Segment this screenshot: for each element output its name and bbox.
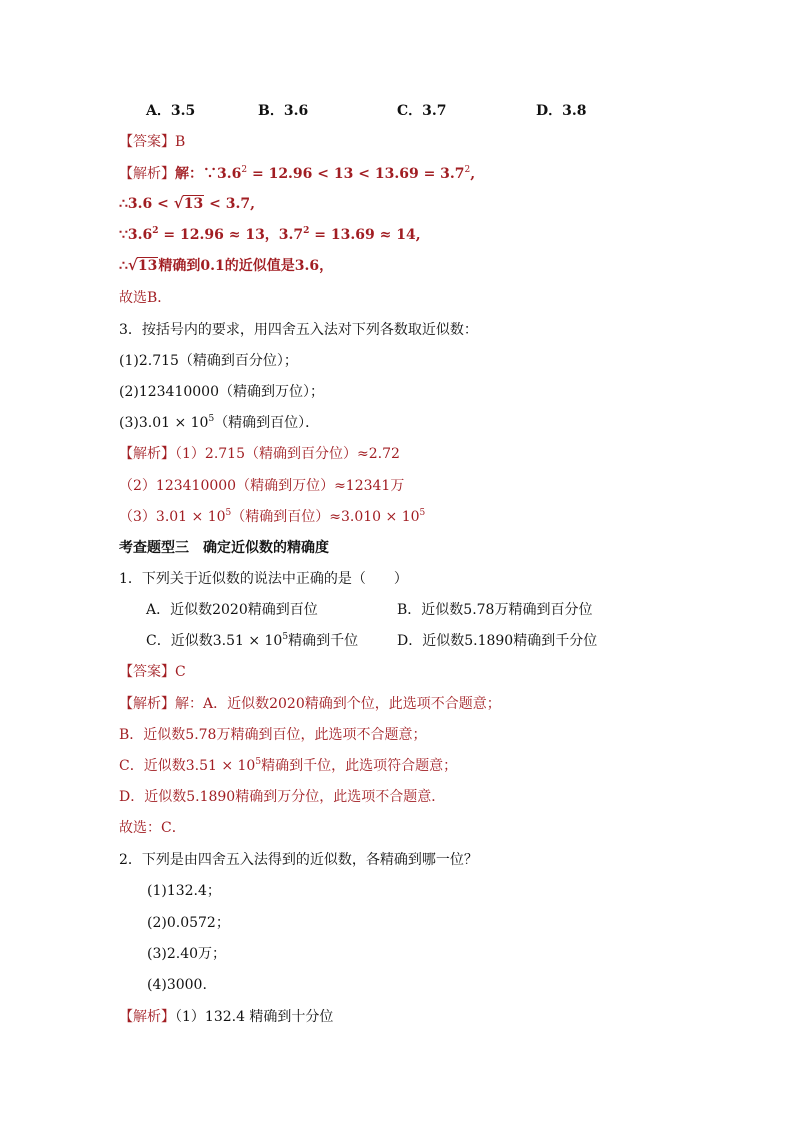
s3q1-option-c — [146, 631, 358, 651]
part-text: （精确到百位）． — [214, 415, 320, 431]
s3q1-option-d: D．近似数5.1890精确到千分位 — [397, 633, 598, 649]
option-b: B．3.6 — [258, 103, 309, 119]
s3q1-stem: 1．下列关于近似数的说法中正确的是（ ） — [119, 571, 408, 587]
answer-tag: 【答案】 — [119, 134, 175, 150]
analysis-line-2 — [119, 194, 255, 214]
question-3-part-2: (2)123410000（精确到万位）； — [119, 384, 324, 400]
analysis-text: = 12.96 ≈ 13，3.7 — [158, 227, 304, 243]
analysis-text: ∴ — [119, 258, 128, 274]
part-text: (3)3.01 × 10 — [119, 415, 209, 431]
question-3-part-3 — [119, 413, 319, 433]
section-title: 考查题型三 确定近似数的精确度 — [119, 540, 329, 556]
analysis-text: 精确到0.1的近似值是3.6， — [158, 258, 334, 274]
analysis-tag: 【解析】 — [119, 696, 175, 712]
s3q1-analysis-3 — [119, 756, 457, 776]
exponent: 2 — [152, 226, 159, 236]
s3q1-analysis-5: 故选：C． — [119, 820, 186, 836]
analysis-line-5: 故选B． — [119, 290, 172, 306]
s3q2-part-1: (1)132.4； — [147, 883, 221, 899]
s3q1-analysis-2: B．近似数5.78万精确到百位，此选项不合题意； — [119, 727, 427, 743]
analysis-line-4 — [119, 256, 333, 276]
analysis-tag: 【解析】 — [119, 1009, 175, 1025]
option-c: C．3.7 — [397, 103, 447, 119]
analysis-text: < 3.7, — [204, 196, 255, 212]
exponent: 5 — [208, 414, 215, 424]
exponent: 2 — [241, 165, 248, 175]
analysis-text: C．近似数3.51 × 10 — [119, 758, 256, 774]
analysis-text: ∵3.6 — [119, 227, 153, 243]
s3q1-answer — [119, 662, 186, 682]
option-text: 精确到千位 — [288, 633, 359, 649]
radicand: 13 — [183, 196, 204, 212]
analysis-text: 解：A．近似数2020精确到个位，此选项不合题意； — [175, 696, 501, 712]
exponent: 2 — [464, 165, 471, 175]
analysis-text: （3）3.01 × 10 — [119, 509, 226, 525]
analysis-text: （1）2.715（精确到百分位）≈2.72 — [175, 446, 400, 462]
q3-analysis-2: （2）123410000（精确到万位）≈12341万 — [119, 478, 405, 494]
exponent: 2 — [303, 226, 310, 236]
s3q1-analysis-4: D．近似数5.1890精确到万分位，此选项不合题意． — [119, 789, 446, 805]
s3q2-part-3: (3)2.40万； — [147, 946, 227, 962]
exponent: 5 — [255, 757, 262, 767]
analysis-line-1 — [119, 164, 475, 184]
analysis-text: , — [470, 166, 476, 182]
answer-line — [119, 132, 185, 152]
exponent: 5 — [419, 508, 426, 518]
q3-analysis-3 — [119, 507, 425, 527]
s3q1-option-b: B．近似数5.78万精确到百分位 — [397, 602, 593, 618]
q3-analysis-1 — [119, 444, 400, 464]
answer-value: B — [175, 134, 186, 150]
analysis-text: ∴3.6 < — [119, 196, 174, 212]
sqrt-symbol: √ 13 — [127, 256, 158, 274]
s3q1-analysis-1 — [119, 694, 501, 714]
analysis-text: = 13.69 ≈ 14, — [309, 227, 421, 243]
s3q2-part-2: (2)0.0572； — [147, 915, 230, 931]
sqrt-symbol: √ 13 — [173, 194, 204, 212]
answer-tag: 【答案】 — [119, 664, 175, 680]
option-a: A．3.5 — [146, 103, 196, 119]
analysis-text: （精确到百位）≈3.010 × 10 — [231, 509, 420, 525]
exponent: 5 — [282, 632, 289, 642]
analysis-tag: 【解析】 — [119, 446, 175, 462]
s3q2-stem: 2．下列是由四舍五入法得到的近似数，各精确到哪一位？ — [119, 852, 478, 868]
exponent: 5 — [225, 508, 232, 518]
question-3-part-1: (1)2.715（精确到百分位）； — [119, 353, 298, 369]
s3q1-option-a: A．近似数2020精确到百位 — [146, 602, 318, 618]
option-d: D．3.8 — [536, 103, 587, 119]
analysis-text: = 12.96 < 13 < 13.69 = 3.7 — [247, 166, 465, 182]
analysis-text: 精确到千位，此选项符合题意； — [261, 758, 458, 774]
analysis-line-3 — [119, 225, 421, 245]
analysis-text: 解：∵3.6 — [175, 166, 242, 182]
s3q2-analysis-1 — [119, 1007, 333, 1027]
answer-value: C — [175, 664, 186, 680]
analysis-text: （1）132.4 精确到十分位 — [175, 1009, 334, 1025]
radicand: 13 — [137, 258, 158, 274]
s3q2-part-4: (4)3000. — [147, 977, 207, 993]
option-text: C．近似数3.51 × 10 — [146, 633, 283, 649]
analysis-tag: 【解析】 — [119, 166, 175, 182]
question-3-stem: 3．按括号内的要求，用四舍五入法对下列各数取近似数： — [119, 322, 478, 338]
